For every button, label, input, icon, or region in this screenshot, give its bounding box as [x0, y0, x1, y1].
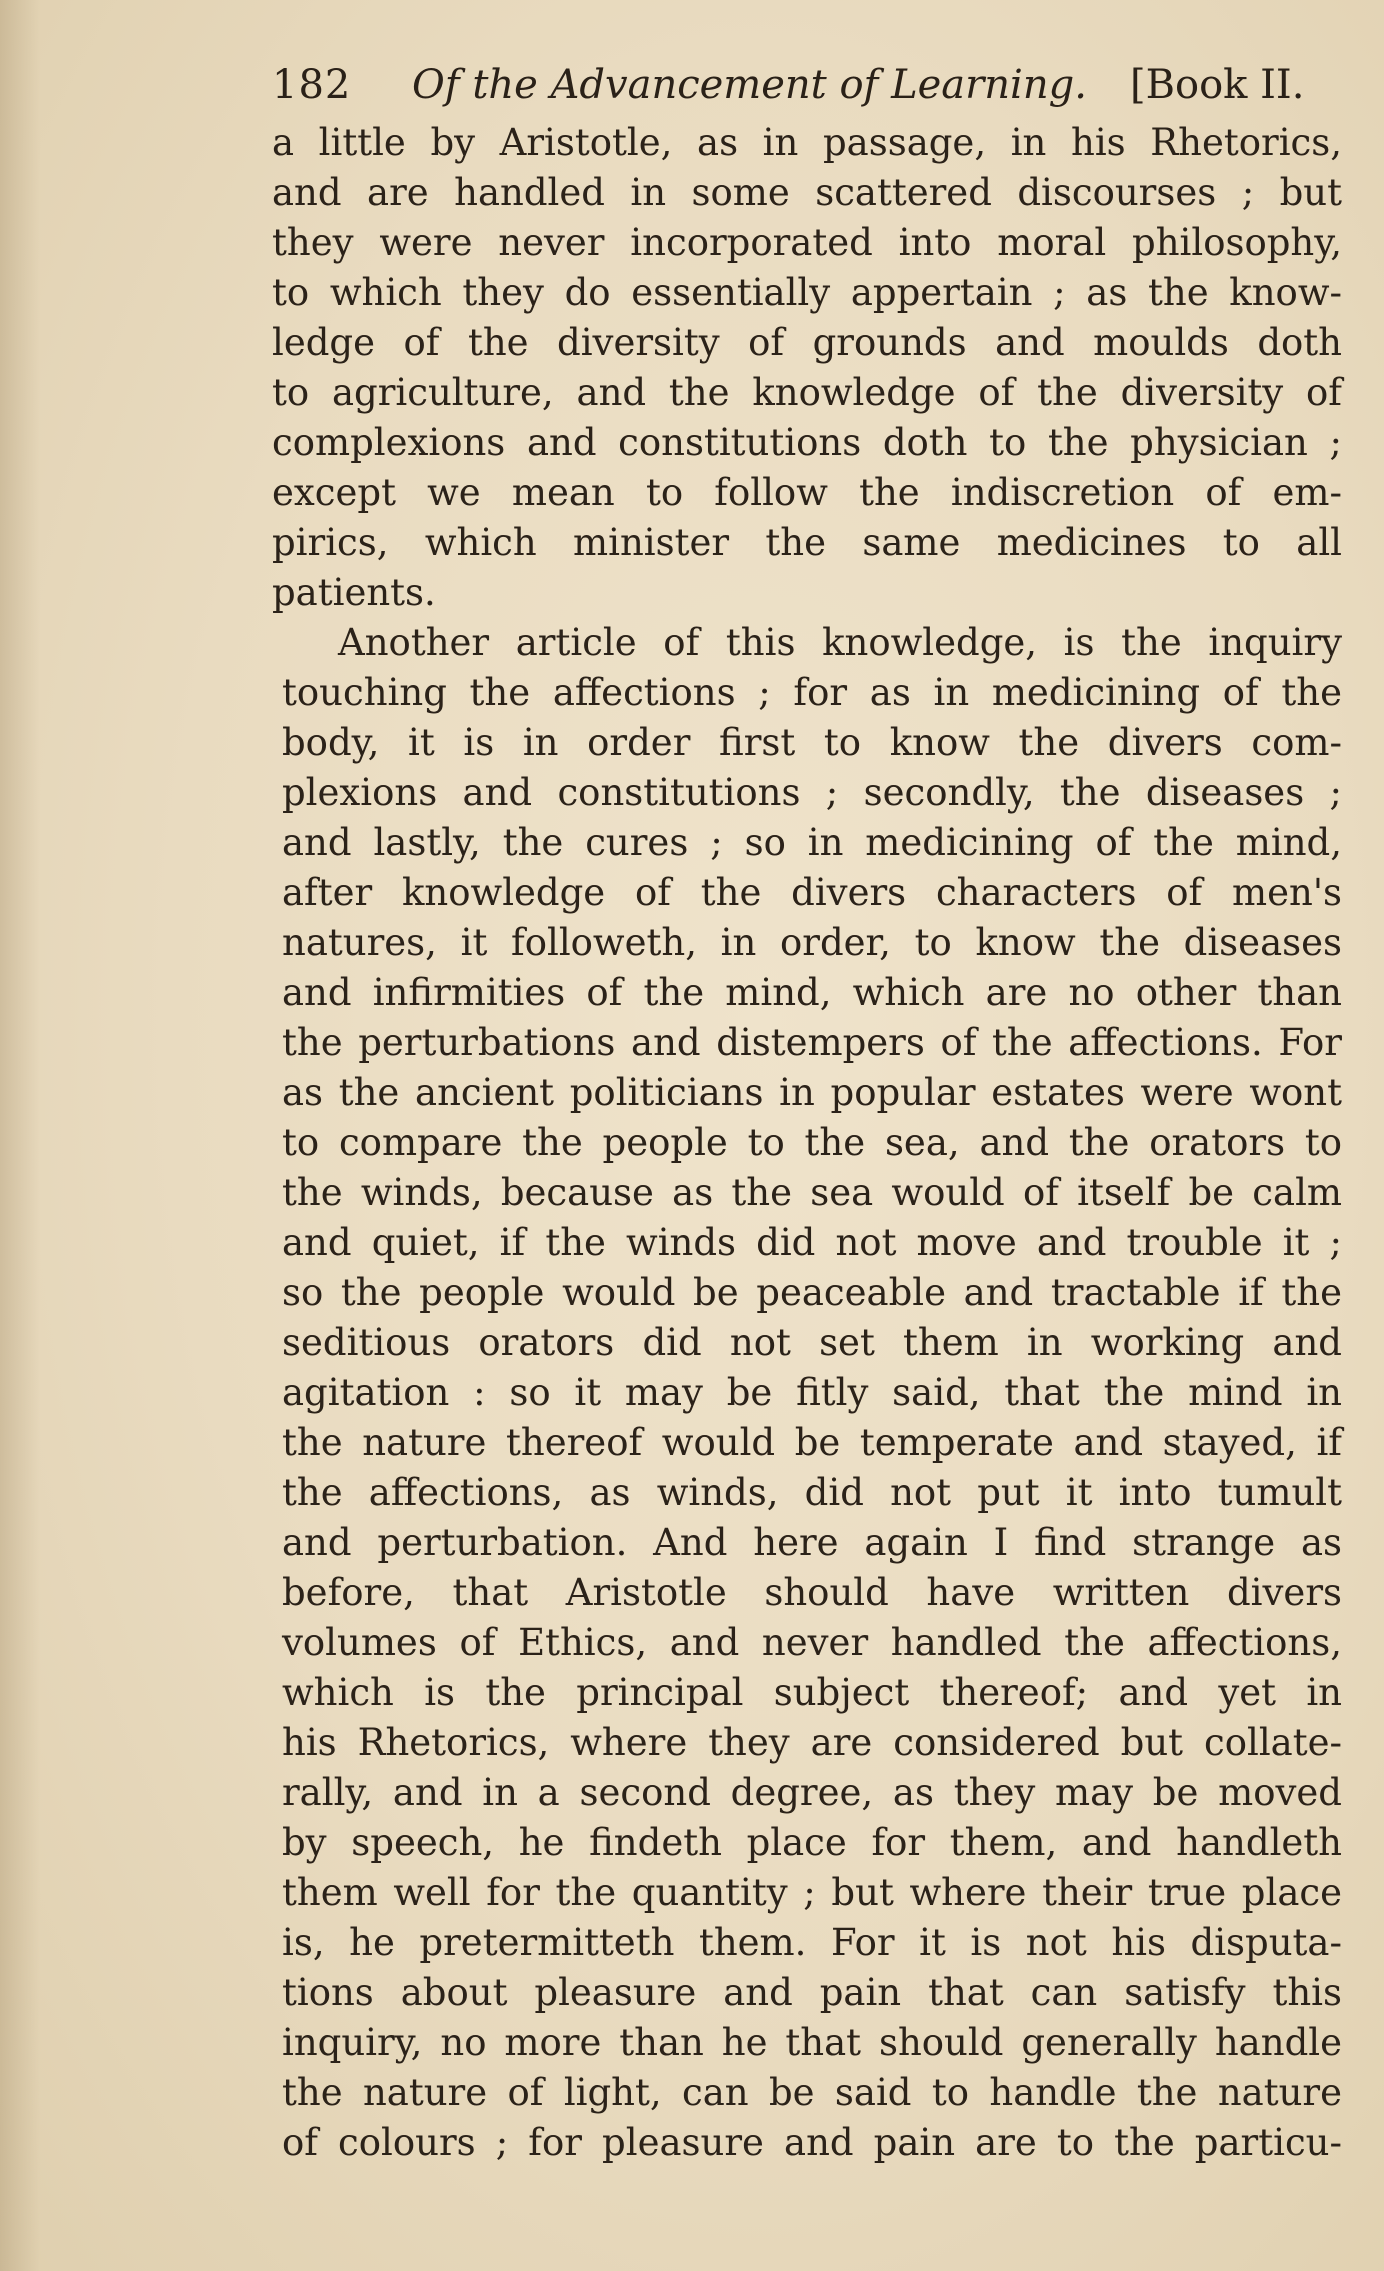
text-line: Another article of this knowledge, is the inquiry	[338, 621, 1342, 664]
text-line: the affections, as winds, did not put it into tumult	[282, 1471, 1342, 1514]
text-line: they were never incorporated into moral philosophy,	[272, 221, 1342, 264]
text-line: complexions and constitutions doth to the physician ;	[272, 421, 1342, 464]
text-line: rally, and in a second degree, as they may be moved	[282, 1771, 1342, 1814]
text-line: a little by Aristotle, as in passage, in his Rhetorics,	[272, 121, 1342, 164]
text-line: before, that Aristotle should have written divers	[282, 1571, 1342, 1614]
text-line: natures, it followeth, in order, to know the diseases	[282, 921, 1342, 964]
text-line: pirics, which minister the same medicines to all	[272, 521, 1342, 564]
text-line: except we mean to follow the indiscretion of em-	[272, 471, 1342, 514]
book-section-label: [Book II.	[1130, 62, 1305, 108]
text-line: is, he pretermitteth them. For it is not his disputa-	[282, 1921, 1342, 1964]
text-line: to which they do essentially appertain ; as the know-	[272, 271, 1342, 314]
page-number: 182	[272, 62, 352, 108]
text-line: to agriculture, and the knowledge of the diversity of	[272, 371, 1342, 414]
text-line: inquiry, no more than he that should generally handle	[282, 2021, 1342, 2064]
text-line: them well for the quantity ; but where their true place	[282, 1871, 1342, 1914]
running-head	[272, 50, 1342, 120]
text-line: to compare the people to the sea, and the orators to	[282, 1121, 1342, 1164]
text-line: plexions and constitutions ; secondly, the diseases ;	[282, 771, 1342, 814]
text-line: and are handled in some scattered discourses ; but	[272, 171, 1342, 214]
text-line: by speech, he findeth place for them, and handleth	[282, 1821, 1342, 1864]
text-line: after knowledge of the divers characters of men's	[282, 871, 1342, 914]
text-line: tions about pleasure and pain that can satisfy this	[282, 1971, 1342, 2014]
text-line: the nature thereof would be temperate and stayed, if	[282, 1421, 1342, 1464]
text-line: as the ancient politicians in popular estates were wont	[282, 1071, 1342, 1114]
text-line: his Rhetorics, where they are considered but collate-	[282, 1721, 1342, 1764]
text-line: seditious orators did not set them in working and	[282, 1321, 1342, 1364]
text-line: and infirmities of the mind, which are no other than	[282, 971, 1342, 1014]
text-line: patients.	[272, 571, 436, 614]
text-line: and perturbation. And here again I find strange as	[282, 1521, 1342, 1564]
text-line: which is the principal subject thereof; and yet in	[282, 1671, 1342, 1714]
text-line: the perturbations and distempers of the affections. For	[282, 1021, 1342, 1064]
text-line: of colours ; for pleasure and pain are to the particu-	[282, 2121, 1342, 2164]
text-line: and quiet, if the winds did not move and trouble it ;	[282, 1221, 1342, 1264]
text-line: body, it is in order first to know the divers com-	[282, 721, 1342, 764]
text-line: agitation : so it may be fitly said, that the mind in	[282, 1371, 1342, 1414]
text-line: touching the affections ; for as in medicining of the	[282, 671, 1342, 714]
text-line: and lastly, the cures ; so in medicining of the mind,	[282, 821, 1342, 864]
text-line: the winds, because as the sea would of itself be calm	[282, 1171, 1342, 1214]
text-line: ledge of the diversity of grounds and moulds doth	[272, 321, 1342, 364]
body-text	[272, 118, 1342, 2168]
text-line: volumes of Ethics, and never handled the affections,	[282, 1621, 1342, 1664]
paragraph-2	[282, 618, 1342, 2168]
paragraph-1	[272, 118, 1342, 618]
text-line: the nature of light, can be said to handle the nature	[282, 2071, 1342, 2114]
book-title: Of the Advancement of Learning.	[412, 62, 1087, 108]
text-line: so the people would be peaceable and tractable if the	[282, 1271, 1342, 1314]
